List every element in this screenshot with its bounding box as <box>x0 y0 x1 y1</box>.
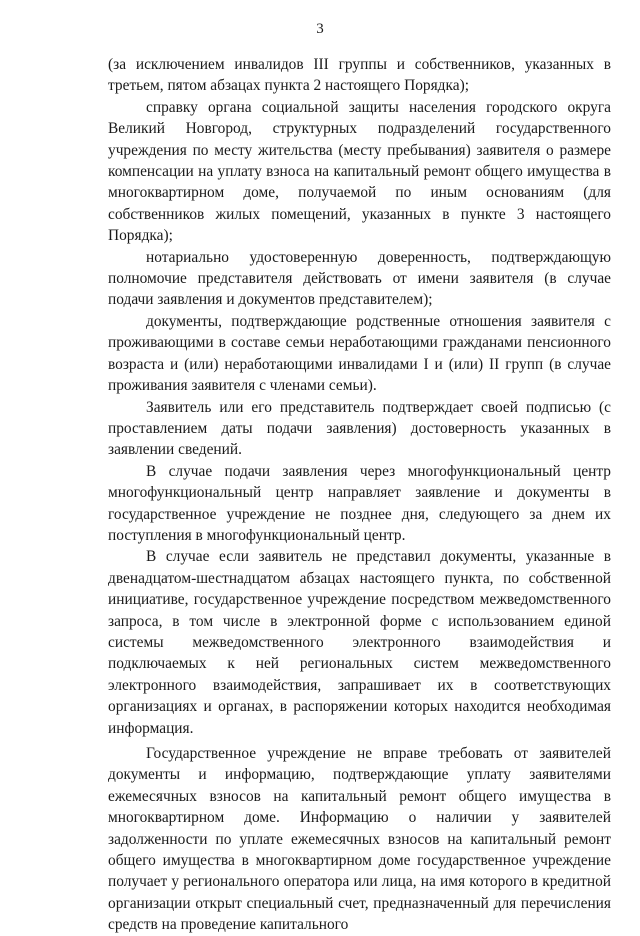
paragraph-3: нотариально удостоверенную доверенность, подтверждающую полномочие представителя действовать от имени заявителя (в случае подачи заявления и документов представителем); <box>108 248 611 309</box>
paragraph-5: Заявитель или его представитель подтверждает своей подписью (с проставлением даты подачи заявления) достоверность указанных в заявлении сведений. <box>108 398 611 459</box>
paragraph-1: (за исключением инвалидов III группы и собственников, указанных в третьем, пятом абзацах пункта 2 настоящего Порядка); <box>108 56 611 95</box>
paragraph-8: Государственное учреждение не вправе требовать от заявителей документы и информацию, подтверждающие уплату заявителями ежемесячных взносов на капитальный ремонт общего имущества в многоквартирном доме. Информацию о наличии у заявителей задолженности по уплате ежемесячных взносов на капитальный ремонт общего имущества в многоквартирном доме государственное учреждение получает у регионального оператора или лица, на имя которого в кредитной организации открыт специальный счет, предназначенный для перечисления средств на проведение капитального <box>108 745 611 934</box>
document-body <box>108 54 611 936</box>
paragraph-6: В случае подачи заявления через многофункциональный центр многофункциональный центр направляет заявление и документы в государственное учреждение не позднее дня, следующего за днем их поступления в многофункциональный центр. <box>108 462 611 544</box>
page-number: 3 <box>316 21 324 37</box>
paragraph-4: документы, подтверждающие родственные отношения заявителя с проживающими в составе семьи неработающими гражданами пенсионного возраста и (или) неработающими инвалидами I и (или) II групп (в случае проживания заявителя с членами семьи). <box>108 312 611 395</box>
paragraph-2: справку органа социальной защиты населения городского округа Великий Новгород, структурных подразделений государственного учреждения по месту жительства (месту пребывания) заявителя о размере компенсации на уплату взноса на капитальный ремонт общего имущества в многоквартирном доме, получаемой по иным основаниям (для собственников жилых помещений, указанных в пункте 3 настоящего Порядка); <box>108 98 611 245</box>
paragraph-7: В случае если заявитель не представил документы, указанные в двенадцатом-шестнадцатом абзацах настоящего пункта, по собственной инициативе, государственное учреждение посредством межведомственного запроса, в том числе в электронной форме с использованием единой системы межведомственного электронного взаимодействия и подключаемых к ней региональных систем межведомственного электронного взаимодействия, запрашивает их в соответствующих организациях и органах, в распоряжении которых находится необходимая информация. <box>108 548 611 737</box>
